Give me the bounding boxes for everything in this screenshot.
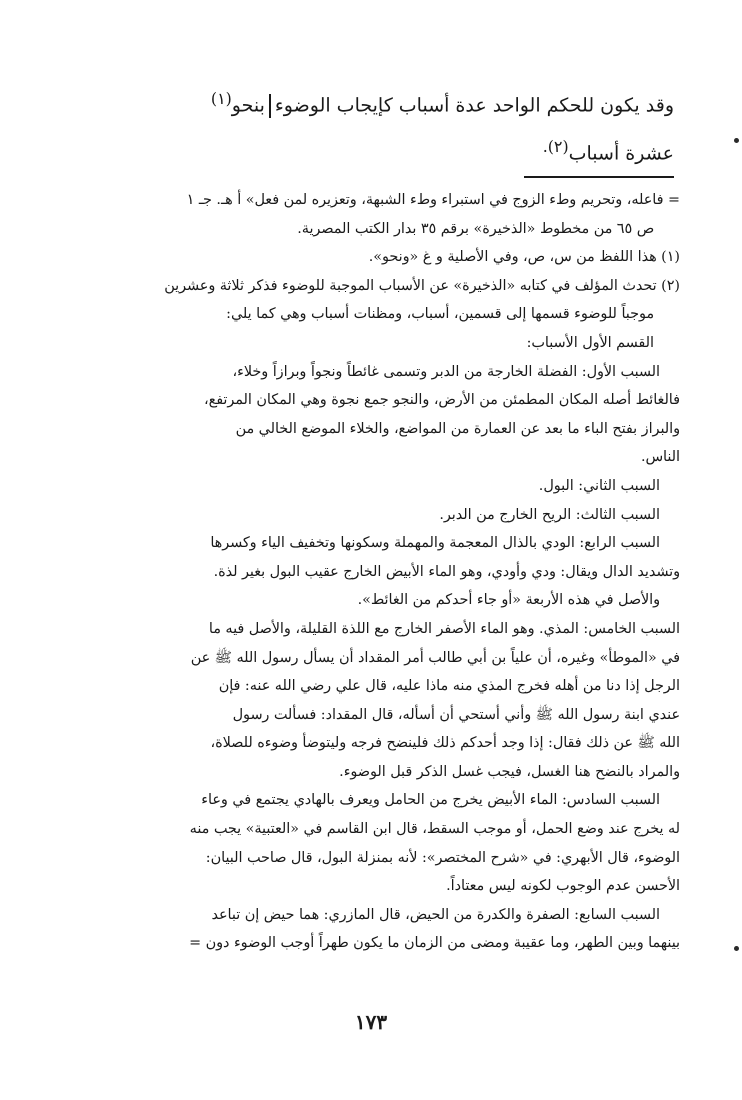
main-text	[64, 78, 674, 175]
cause-6-line-4: الأحسن عدم الوجوب لكونه ليس معتاداً.	[446, 878, 680, 895]
footnote-marker-1: (١)	[210, 89, 232, 108]
cause-6-line-3: الوضوء، قال الأبهري: في «شرح المختصر»: لأنه بمنزلة البول، قال صاحب البيان:	[205, 849, 680, 866]
footnote-2-line-1: (٢) تحدث المؤلف في كتابه «الذخيرة» عن الأسباب الموجبة للوضوء فذكر ثلاثة وعشرين	[164, 277, 680, 294]
cause-4-line-2: وتشديد الدال ويقال: ودي وأودي، وهو الماء الأبيض الخارج عقيب البول بغير لذة.	[213, 563, 680, 580]
cause-1-line-3: والبراز بفتح الباء ما بعد عن العمارة من المواضع، والخلاء الموضع الخالي من	[235, 420, 680, 437]
main-text-after-bar: بنحو	[231, 94, 265, 117]
footnote-continuation-line-2: ص ٦٥ من مخطوط «الذخيرة» برقم ٣٥ بدار الكتب المصرية.	[297, 220, 654, 237]
cause-3: السبب الثالث: الريح الخارج من الدبر.	[439, 506, 660, 523]
footnote-1: (١) هذا اللفظ من س، ص، وفي الأصلية و غ «ونحو».	[368, 249, 680, 266]
footnotes	[60, 186, 680, 958]
cause-7-line-2: بينهما وبين الطهر، وما عقيبة ومضى من الزمان ما يكون طهراً أوجب الوضوء دون =	[189, 935, 680, 952]
section-1-heading: القسم الأول الأسباب:	[526, 334, 654, 351]
footnote-continuation-line-1: = فاعله، وتحريم وطء الزوج في استبراء وطء الشبهة، وتعزيره لمن فعل» أ هـ. جـ ١	[186, 192, 680, 208]
main-text-line-2	[64, 126, 674, 174]
main-text-before-bar: وقد يكون للحكم الواحد عدة أسباب كإيجاب الوضوء	[274, 94, 674, 117]
cause-7-line-1: السبب السابع: الصفرة والكدرة من الحيض، قال المازري: هما حيض إن تباعد	[211, 906, 660, 923]
main-text-line-1	[64, 78, 674, 126]
main-text-line-2-text: عشرة أسباب	[568, 142, 674, 165]
margin-mark-dot	[734, 946, 739, 951]
footnote-marker-2: (٢).	[542, 137, 569, 157]
cause-6-line-1: السبب السادس: الماء الأبيض يخرج من الحامل ويعرف بالهادي يجتمع في وعاء	[201, 792, 660, 809]
cause-4-line-1: السبب الرابع: الودي بالذال المعجمة والمهملة وسكونها وتخفيف الياء وكسرها	[210, 535, 660, 552]
cause-2: السبب الثاني: البول.	[538, 477, 660, 494]
cause-5-line-2: في «الموطأ» وغيره، أن علياً بن أبي طالب أمر المقداد أن يسأل رسول الله ﷺ عن	[190, 649, 680, 666]
cause-5-line-3: الرجل إذا دنا من أهله فخرج المذي منه ماذا عليه، قال علي رضي الله عنه: فإن	[218, 678, 680, 695]
cause-1-line-4: الناس.	[641, 449, 680, 466]
insertion-bar	[269, 94, 271, 118]
page-number: ١٧٣	[354, 1010, 388, 1034]
cause-6-line-2: له يخرج عند وضع الحمل، أو موجب السقط، قال ابن القاسم في «العتبية» يجب منه	[189, 821, 680, 838]
footnote-separator	[524, 176, 674, 178]
cause-1-line-2: فالغائط أصله المكان المطمئن من الأرض، والنجو جمع نجوة وهي المكان المرتفع،	[203, 392, 680, 409]
margin-mark-dot	[734, 138, 739, 143]
cause-5-line-4: عندي ابنة رسول الله ﷺ وأني أستحي أن أسأله، قال المقداد: فسألت رسول	[232, 706, 680, 723]
cause-5-line-6: والمراد بالنضح هنا الغسل، فيجب غسل الذكر قبل الوضوء.	[339, 763, 680, 780]
footnote-2-line-2: موجباً للوضوء قسمها إلى قسمين، أسباب، ومظنات أسباب وهي كما يلي:	[226, 306, 654, 323]
cause-4-line-3: والأصل في هذه الأربعة «أو جاء أحدكم من الغائط».	[357, 592, 660, 609]
cause-5-line-5: الله ﷺ عن ذلك فقال: إذا وجد أحدكم ذلك فلينضح فرجه وليتوضأ وضوءه للصلاة،	[210, 735, 680, 752]
cause-5-line-1: السبب الخامس: المذي. وهو الماء الأصفر الخارج مع اللذة القليلة، والأصل فيه ما	[208, 620, 680, 637]
cause-1-line-1: السبب الأول: الفضلة الخارجة من الدبر وتسمى غائطاً ونجواً وبرازاً وخلاء،	[232, 363, 660, 380]
